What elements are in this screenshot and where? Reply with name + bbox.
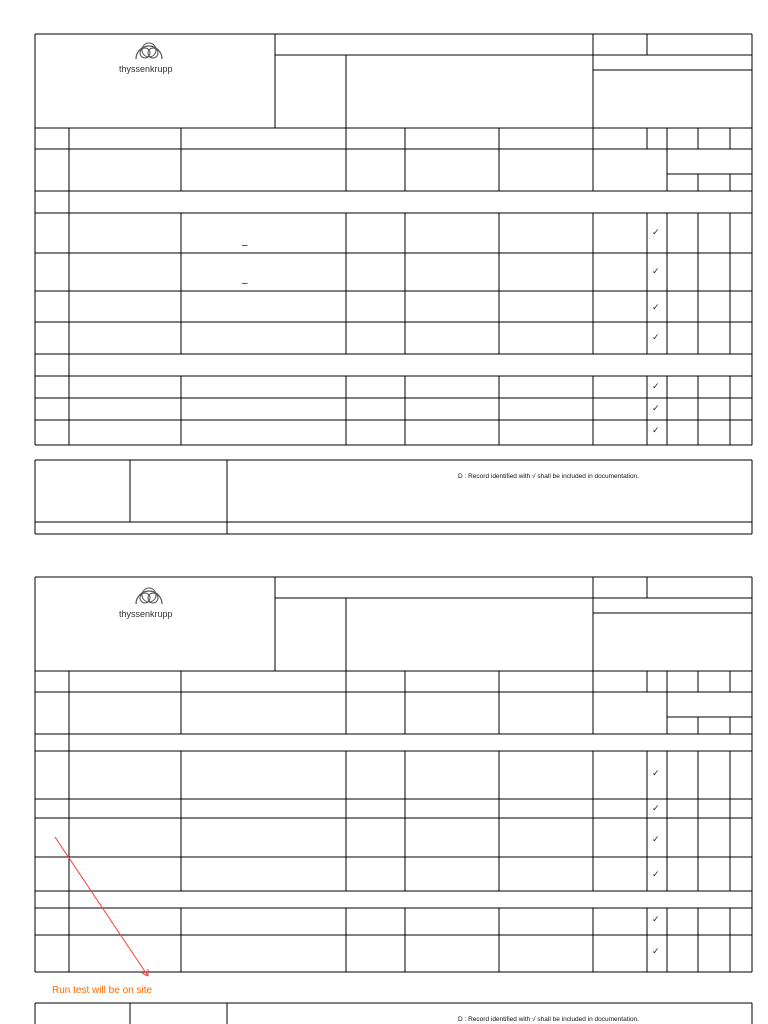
check-mark-icon: ✓	[652, 332, 660, 342]
check-mark-icon: ✓	[652, 834, 660, 844]
dash-mark: –	[242, 278, 248, 289]
check-mark-icon: ✓	[652, 914, 660, 924]
check-mark-icon: ✓	[652, 381, 660, 391]
check-mark-icon: ✓	[652, 302, 660, 312]
brand-name: thyssenkrupp	[119, 64, 173, 74]
brand-name: thyssenkrupp	[119, 609, 173, 619]
dash-mark: –	[242, 240, 248, 251]
documentation-note: D : Record identified with √ shall be included in documentation.	[458, 473, 639, 480]
check-mark-icon: ✓	[652, 227, 660, 237]
documentation-note: D : Record identified with √ shall be included in documentation.	[458, 1016, 639, 1023]
check-mark-icon: ✓	[652, 946, 660, 956]
check-mark-icon: ✓	[652, 869, 660, 879]
check-mark-icon: ✓	[652, 768, 660, 778]
check-mark-icon: ✓	[652, 403, 660, 413]
check-mark-icon: ✓	[652, 803, 660, 813]
annotation-text: Run test will be on site	[52, 985, 153, 996]
check-mark-icon: ✓	[652, 266, 660, 276]
check-mark-icon: ✓	[652, 425, 660, 435]
